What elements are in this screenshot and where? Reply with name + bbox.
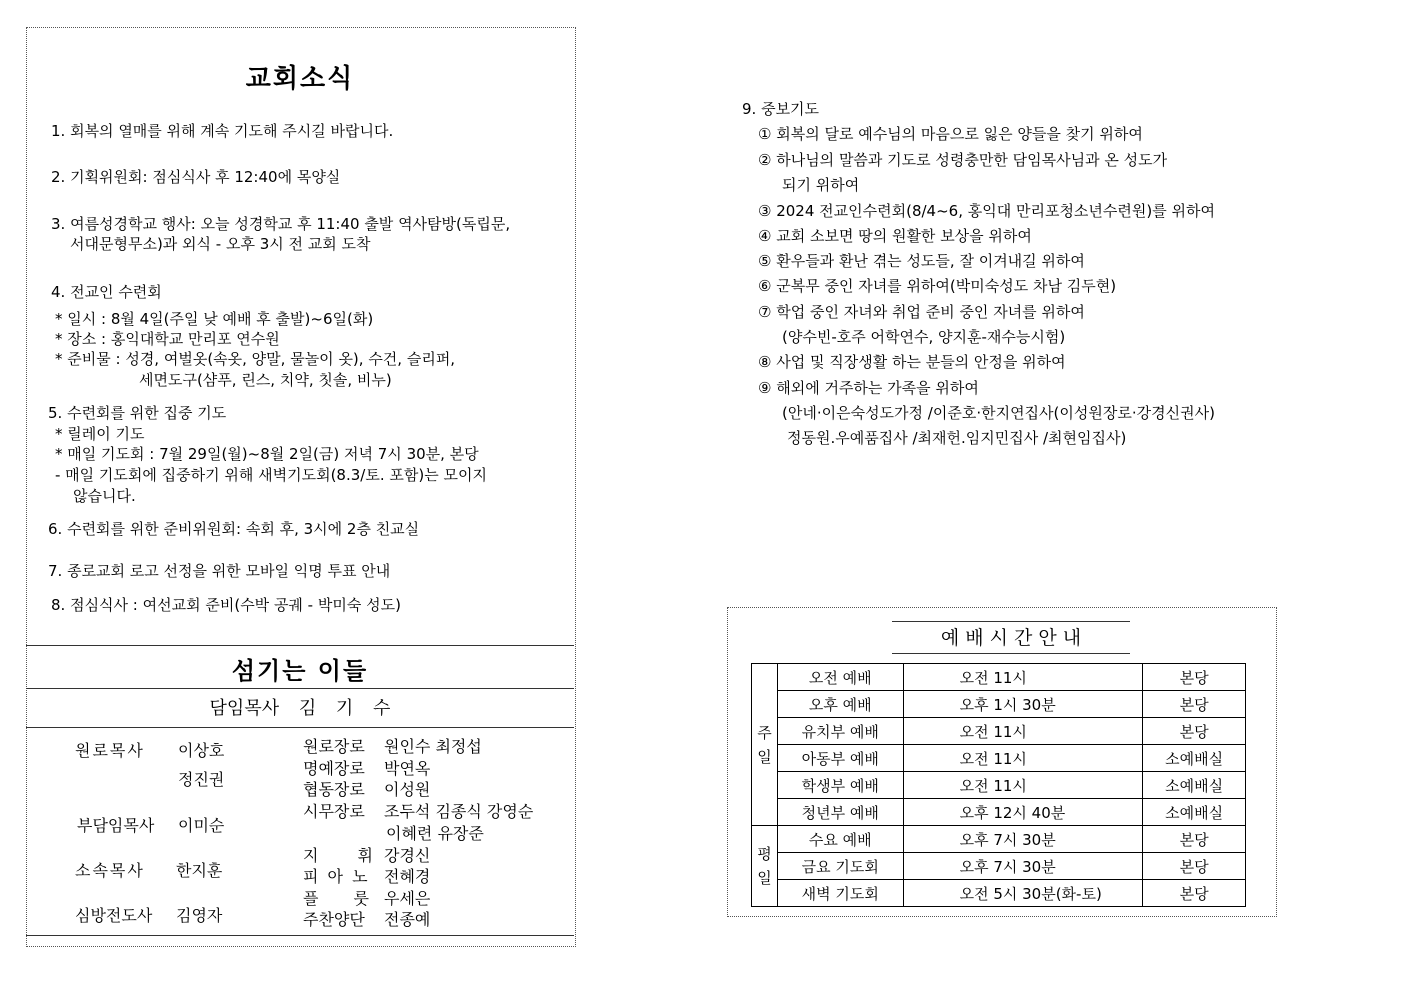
- table-row: [752, 664, 1246, 691]
- news-item: 6. 수련회를 위한 준비위원회: 속회 후, 3시에 2층 친교실: [48, 520, 420, 538]
- person-name: 이혜련 유장준: [386, 824, 484, 843]
- service-name: 청년부 예배: [777, 799, 903, 826]
- service-time: 오후 1시 30분: [903, 691, 1143, 718]
- person-name: 원인수 최정섭: [384, 737, 482, 756]
- prayer-item: (양수빈-호주 어학연수, 양지훈-재수능시험): [782, 328, 1066, 346]
- service-place: 소예배실: [1143, 745, 1246, 772]
- service-name: 아동부 예배: [777, 745, 903, 772]
- role-label: 명예장로: [303, 759, 365, 778]
- weekday-label: 평 일: [752, 826, 778, 907]
- service-place: 본당: [1143, 691, 1246, 718]
- service-place: 본당: [1143, 880, 1246, 907]
- news-item: 8. 점심식사 : 여선교회 준비(수박 공궤 - 박미숙 성도): [51, 596, 401, 614]
- service-time: 오전 5시 30분(화-토): [903, 880, 1143, 907]
- service-time: 오후 7시 30분: [903, 826, 1143, 853]
- person-name: 강경신: [384, 846, 431, 865]
- person-name: 김영자: [176, 906, 223, 925]
- news-item: * 매일 기도회 : 7월 29일(월)~8월 2일(금) 저녁 7시 30분, 본당: [55, 445, 479, 463]
- table-row: [752, 880, 1246, 907]
- divider: [26, 645, 574, 646]
- service-name: 새벽 기도회: [777, 880, 903, 907]
- prayer-item: 정동원.우예품집사 /최재헌.임지민집사 /최현임집사): [787, 429, 1127, 447]
- table-row: [752, 799, 1246, 826]
- divider: [26, 688, 574, 689]
- news-item: 1. 회복의 열매를 위해 계속 기도해 주시길 바랍니다.: [51, 122, 394, 140]
- prayer-item: 되기 위하여: [782, 176, 860, 194]
- news-item: 세면도구(샴푸, 린스, 치약, 칫솔, 비누): [139, 371, 392, 389]
- prayer-item: (안네·이은숙성도가정 /이준호·한지연집사(이성원장로·강경신권사): [782, 404, 1215, 422]
- person-name: 우세은: [384, 889, 431, 908]
- role-label: 소속목사: [75, 861, 145, 880]
- person-name: 전종예: [384, 910, 431, 929]
- service-name: 금요 기도회: [777, 853, 903, 880]
- person-name: 전혜경: [384, 867, 431, 886]
- person-name: 이상호: [178, 741, 225, 760]
- role-label: 지 휘: [303, 846, 373, 865]
- service-place: 소예배실: [1143, 772, 1246, 799]
- role-label: 플 룻: [303, 889, 369, 908]
- divider: [892, 653, 1130, 654]
- role-label: 협동장로: [303, 780, 365, 799]
- service-name: 오전 예배: [777, 664, 903, 691]
- table-row: [752, 718, 1246, 745]
- service-name: 수요 예배: [777, 826, 903, 853]
- service-place: 소예배실: [1143, 799, 1246, 826]
- news-item: 3. 여름성경학교 행사: 오늘 성경학교 후 11:40 출발 역사탐방(독립문,: [51, 215, 511, 233]
- service-time: 오전 11시: [903, 772, 1143, 799]
- role-label: 주찬양단: [303, 910, 365, 929]
- prayer-item: ⑦ 학업 중인 자녀와 취업 준비 중인 자녀를 위하여: [758, 303, 1085, 321]
- service-place: 본당: [1143, 826, 1246, 853]
- service-time: 오후 12시 40분: [903, 799, 1143, 826]
- senior-pastor: 담임목사 김 기 수: [209, 698, 391, 719]
- role-label: 피 아 노: [303, 867, 368, 886]
- table-row: [752, 691, 1246, 718]
- service-place: 본당: [1143, 664, 1246, 691]
- divider: [892, 621, 1130, 622]
- service-name: 오후 예배: [777, 691, 903, 718]
- role-label: 원로장로: [303, 737, 365, 756]
- prayer-item: ⑤ 환우들과 환난 겪는 성도들, 잘 이겨내길 위하여: [758, 252, 1085, 270]
- service-place: 본당: [1143, 718, 1246, 745]
- role-label: 원로목사: [75, 741, 145, 760]
- person-name: 이성원: [384, 780, 431, 799]
- service-place: 본당: [1143, 853, 1246, 880]
- prayer-heading: 9. 중보기도: [742, 100, 820, 118]
- service-time: 오전 11시: [903, 664, 1143, 691]
- service-time: 오전 11시: [903, 745, 1143, 772]
- prayer-item: ⑨ 해외에 거주하는 가족을 위하여: [758, 379, 979, 397]
- news-item: 2. 기획위원회: 점심식사 후 12:40에 목양실: [51, 168, 341, 186]
- prayer-item: ⑥ 군복무 중인 자녀를 위하여(박미숙성도 차남 김두현): [758, 277, 1117, 295]
- role-label: 부담임목사: [77, 816, 155, 835]
- role-label: 시무장로: [303, 802, 365, 821]
- schedule-table: [751, 663, 1246, 907]
- news-item: 7. 종로교회 로고 선정을 위한 모바일 익명 투표 안내: [48, 562, 391, 580]
- table-row: [752, 745, 1246, 772]
- news-title: 교회소식: [245, 64, 355, 94]
- divider: [26, 727, 574, 728]
- news-item: 5. 수련회를 위한 집중 기도: [48, 404, 227, 422]
- person-name: 조두석 김종식 강영순: [384, 802, 534, 821]
- prayer-item: ① 회복의 달로 예수님의 마음으로 잃은 양들을 찾기 위하여: [758, 125, 1143, 143]
- person-name: 이미순: [178, 816, 225, 835]
- news-item: 4. 전교인 수련회: [51, 283, 162, 301]
- schedule-title: 예 배 시 간 안 내: [940, 627, 1082, 649]
- news-item: - 매일 기도회에 집중하기 위해 새벽기도회(8.3/토. 포함)는 모이지: [55, 466, 487, 484]
- prayer-item: ② 하나님의 말씀과 기도로 성령충만한 담임목사님과 온 성도가: [758, 151, 1168, 169]
- news-item: * 장소 : 홍익대학교 만리포 연수원: [55, 330, 280, 348]
- prayer-item: ④ 교회 소보면 땅의 원활한 보상을 위하여: [758, 227, 1032, 245]
- table-row: [752, 853, 1246, 880]
- news-item: 서대문형무소)과 외식 - 오후 3시 전 교회 도착: [70, 235, 371, 253]
- person-name: 한지훈: [176, 861, 223, 880]
- news-item: 않습니다.: [73, 487, 136, 505]
- sunday-label: 주 일: [752, 664, 778, 826]
- divider: [26, 935, 574, 936]
- table-row: [752, 772, 1246, 799]
- news-item: * 릴레이 기도: [55, 425, 145, 443]
- role-label: 심방전도사: [75, 906, 153, 925]
- person-name: 정진권: [178, 770, 225, 789]
- prayer-item: ③ 2024 전교인수련회(8/4~6, 홍익대 만리포청소년수련원)를 위하여: [758, 202, 1215, 220]
- service-name: 학생부 예배: [777, 772, 903, 799]
- service-time: 오전 11시: [903, 718, 1143, 745]
- servants-title: 섬기는 이들: [231, 657, 369, 685]
- news-item: * 준비물 : 성경, 여벌옷(속옷, 양말, 물놀이 옷), 수건, 슬리퍼,: [55, 350, 456, 368]
- prayer-item: ⑧ 사업 및 직장생활 하는 분들의 안정을 위하여: [758, 353, 1066, 371]
- person-name: 박연옥: [384, 759, 431, 778]
- news-item: * 일시 : 8월 4일(주일 낮 예배 후 출발)~6일(화): [55, 310, 374, 328]
- table-row: [752, 826, 1246, 853]
- service-name: 유치부 예배: [777, 718, 903, 745]
- service-time: 오후 7시 30분: [903, 853, 1143, 880]
